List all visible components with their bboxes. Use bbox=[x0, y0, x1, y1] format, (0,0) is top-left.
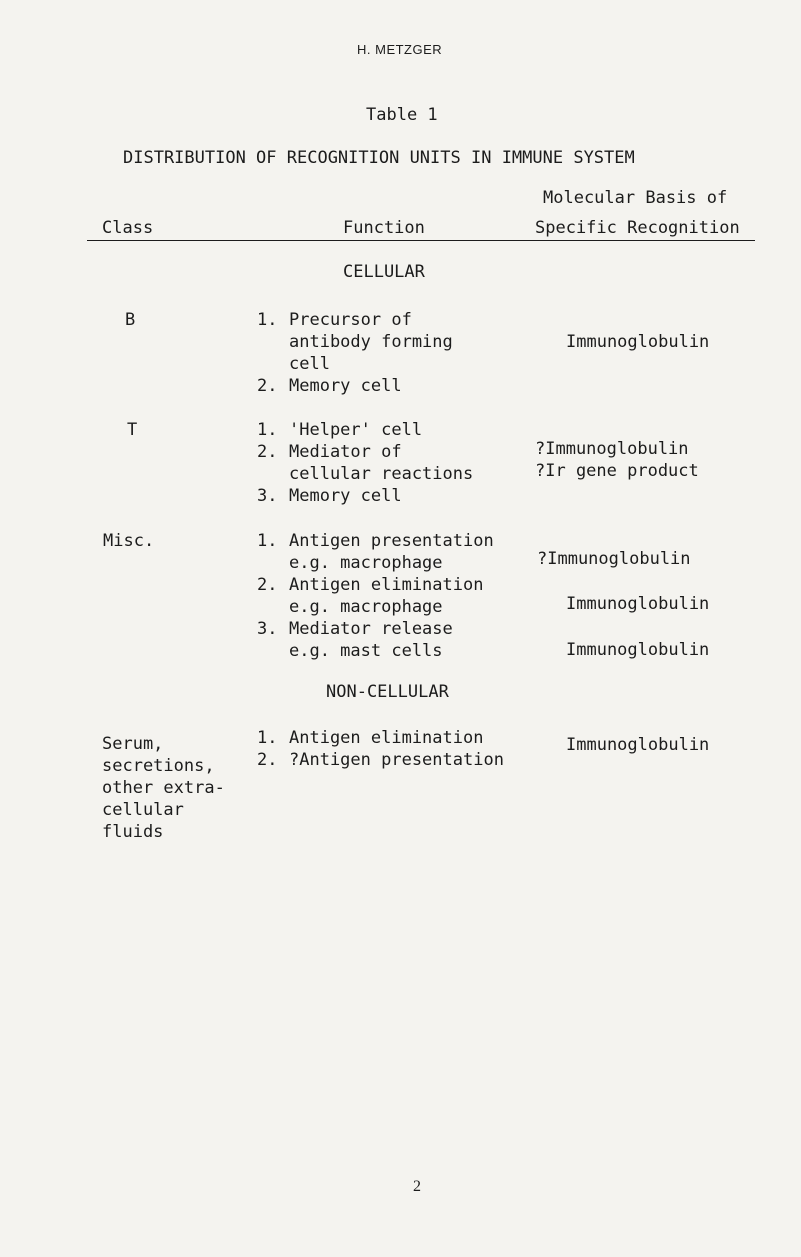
row-misc-basis-1: ?Immunoglobulin bbox=[537, 549, 691, 569]
row-serum-class: Serum, secretions, other extra- cellular fluids bbox=[102, 734, 225, 842]
row-serum-basis: Immunoglobulin bbox=[566, 735, 710, 755]
table-label: Table 1 bbox=[366, 105, 438, 125]
row-b-numbers: 1. 2. bbox=[257, 310, 278, 396]
header-rule bbox=[87, 240, 755, 241]
row-t-numbers: 1. 2. 3. bbox=[257, 420, 278, 506]
section-non-cellular: NON-CELLULAR bbox=[326, 682, 449, 702]
row-misc-basis-2: Immunoglobulin bbox=[566, 594, 710, 614]
row-b-basis: Immunoglobulin bbox=[566, 332, 710, 352]
row-t-function: 'Helper' cell Mediator of cellular reactions Memory cell bbox=[289, 420, 474, 506]
running-head: H. METZGER bbox=[357, 42, 443, 57]
row-b-function: Precursor of antibody forming cell Memory cell bbox=[289, 310, 453, 396]
table-title: DISTRIBUTION OF RECOGNITION UNITS IN IMMUNE SYSTEM bbox=[123, 148, 635, 168]
row-misc-class: Misc. bbox=[103, 531, 155, 551]
header-function: Function bbox=[343, 218, 425, 238]
row-misc-numbers: 1. 2. 3. bbox=[257, 531, 278, 639]
section-cellular: CELLULAR bbox=[343, 262, 425, 282]
row-t-basis: ?Immunoglobulin ?Ir gene product bbox=[535, 439, 699, 481]
row-b-class: B bbox=[125, 310, 136, 330]
row-serum-function: Antigen elimination ?Antigen presentation bbox=[289, 728, 504, 770]
header-basis-line1: Molecular Basis of bbox=[543, 188, 728, 208]
row-t-class: T bbox=[127, 420, 138, 440]
header-basis-line2: Specific Recognition bbox=[535, 218, 740, 238]
row-serum-numbers: 1. 2. bbox=[257, 728, 278, 770]
row-misc-function: Antigen presentation e.g. macrophage Antigen elimination e.g. macrophage Mediator release e.g. mast cells bbox=[289, 531, 494, 661]
row-misc-basis-3: Immunoglobulin bbox=[566, 640, 710, 660]
page-number: 2 bbox=[413, 1178, 421, 1195]
header-class: Class bbox=[102, 218, 154, 238]
